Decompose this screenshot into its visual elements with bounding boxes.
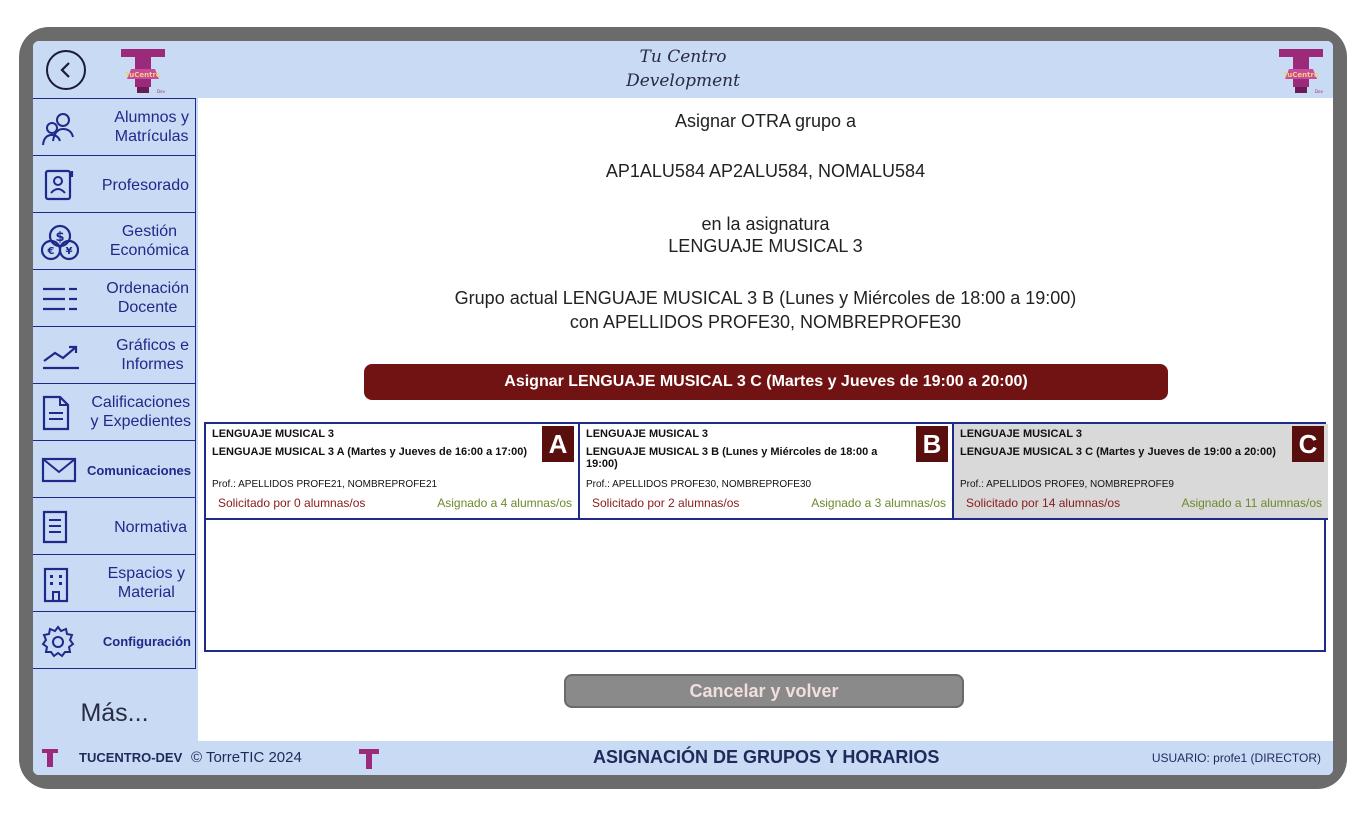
app-name: TUCENTRO-DEV [79, 750, 183, 765]
group-requested: Solicitado por 14 alumnas/os [966, 496, 1121, 510]
chart-icon [41, 341, 81, 371]
group-assigned: Asignado a 3 alumnas/os [811, 496, 946, 510]
sidebar-item-comunicaciones[interactable] [33, 440, 196, 498]
sidebar-item-label: y Expedientes [90, 413, 191, 430]
footer [33, 741, 1333, 775]
main-content [198, 98, 1333, 741]
svg-text:$: $ [55, 230, 65, 245]
sidebar-item-label: Material [117, 584, 175, 601]
group-subject: LENGUAJE MUSICAL 3 [212, 428, 335, 440]
gear-icon [41, 625, 75, 659]
sidebar-item-profesorado[interactable] [33, 155, 196, 213]
sidebar-item-label: Gráficos e [116, 337, 189, 354]
app-header [33, 41, 1333, 98]
copyright: © TorreTIC 2024 [191, 749, 302, 766]
group-subject: LENGUAJE MUSICAL 3 [960, 428, 1083, 440]
sidebar-item-label: Normativa [114, 519, 187, 536]
document-icon [41, 395, 71, 431]
logo-sub: Dev [157, 89, 165, 94]
app-logo-icon [41, 748, 59, 768]
sidebar-item-label: Económica [109, 242, 189, 259]
sidebar-item-label: Comunicaciones [86, 463, 191, 478]
group-card-b[interactable] [580, 424, 954, 520]
teacher-icon [41, 168, 77, 204]
group-name: LENGUAJE MUSICAL 3 B (Lunes y Miércoles de 18:00 a 19:00) [586, 446, 878, 470]
group-requested: Solicitado por 0 alumnas/os [218, 496, 366, 510]
sidebar-item-label: Gestión [121, 223, 177, 240]
logo-sub: Dev [1315, 89, 1323, 94]
sidebar-item-ordenacion[interactable] [33, 269, 196, 327]
page-heading: Asignar OTRA grupo a [674, 111, 857, 131]
sidebar-item-normativa[interactable] [33, 497, 196, 555]
app-screen [33, 41, 1333, 775]
group-card-a[interactable] [206, 424, 580, 520]
group-teacher: Prof.: APELLIDOS PROFE30, NOMBREPROFE30 [586, 479, 812, 490]
assign-group-button[interactable]: Asignar LENGUAJE MUSICAL 3 C (Martes y Jueves de 19:00 a 20:00) [364, 364, 1168, 400]
mail-icon [41, 457, 77, 483]
brand-title [593, 45, 773, 93]
logo-text: TuCentro [1283, 71, 1319, 79]
group-teacher: Prof.: APELLIDOS PROFE21, NOMBREPROFE21 [212, 479, 438, 490]
sidebar-item-espacios[interactable] [33, 554, 196, 612]
sidebar-item-label: Alumnos y [114, 109, 189, 126]
brand-line2: Development [626, 71, 740, 91]
group-assigned: Asignado a 11 alumnas/os [1181, 496, 1322, 510]
screen-title: ASIGNACIÓN DE GRUPOS Y HORARIOS [593, 747, 940, 767]
more-button[interactable]: Más... [80, 699, 149, 727]
group-letter-badge: A [542, 426, 574, 462]
sidebar-item-label: Configuración [102, 634, 191, 649]
brand-line1: Tu Centro [639, 47, 727, 67]
group-name: LENGUAJE MUSICAL 3 C (Martes y Jueves de 19:00 a 20:00) [960, 446, 1276, 458]
group-list [204, 422, 1326, 652]
students-icon [41, 111, 77, 147]
sidebar-item-label: Profesorado [101, 177, 189, 194]
back-arrow-icon [58, 61, 74, 79]
sidebar-item-label: Ordenación [106, 280, 189, 297]
logo [1275, 47, 1327, 99]
torretic-logo-icon [357, 748, 381, 770]
group-name: LENGUAJE MUSICAL 3 A (Martes y Jueves de 16:00 a 17:00) [212, 446, 528, 458]
sidebar-item-configuracion[interactable] [33, 611, 196, 669]
building-icon [41, 567, 71, 603]
logo-text: TuCentro [125, 71, 161, 79]
sidebar-item-label: Docente [117, 299, 178, 316]
group-letter-badge: B [916, 426, 948, 462]
sidebar-item-label: Calificaciones [91, 394, 191, 411]
group-teacher: Prof.: APELLIDOS PROFE9, NOMBREPROFE9 [960, 479, 1174, 490]
sidebar-item-label: Espacios y [107, 565, 185, 582]
sidebar-item-graficos[interactable] [33, 326, 196, 384]
money-icon [41, 224, 79, 262]
subject-intro: en la asignatura [701, 214, 830, 234]
sidebar-item-gestion[interactable] [33, 212, 196, 270]
group-requested: Solicitado por 2 alumnas/os [592, 496, 740, 510]
sidebar-item-label: Informes [121, 356, 184, 373]
back-button[interactable] [46, 50, 86, 90]
group-assigned: Asignado a 4 alumnas/os [437, 496, 572, 510]
sidebar-item-label: Matrículas [114, 128, 189, 145]
current-teacher: con APELLIDOS PROFE30, NOMBREPROFE30 [569, 312, 962, 332]
group-subject: LENGUAJE MUSICAL 3 [586, 428, 709, 440]
sidebar-item-alumnos[interactable] [33, 98, 196, 156]
logo [117, 47, 169, 99]
list-icon [41, 284, 79, 314]
user-info: USUARIO: profe1 (DIRECTOR) [1151, 751, 1321, 765]
group-card-c[interactable] [954, 424, 1328, 520]
svg-text:¥: ¥ [65, 246, 73, 257]
group-letter-badge: C [1292, 426, 1324, 462]
student-name: AP1ALU584 AP2ALU584, NOMALU584 [605, 161, 926, 181]
cancel-button[interactable]: Cancelar y volver [564, 674, 964, 708]
sidebar [33, 98, 198, 741]
svg-text:€: € [47, 246, 55, 257]
sidebar-item-calificaciones[interactable] [33, 383, 196, 441]
rules-icon [41, 510, 69, 544]
current-group: Grupo actual LENGUAJE MUSICAL 3 B (Lunes y Miércoles de 18:00 a 19:00) [454, 288, 1077, 308]
subject-name: LENGUAJE MUSICAL 3 [668, 236, 863, 256]
